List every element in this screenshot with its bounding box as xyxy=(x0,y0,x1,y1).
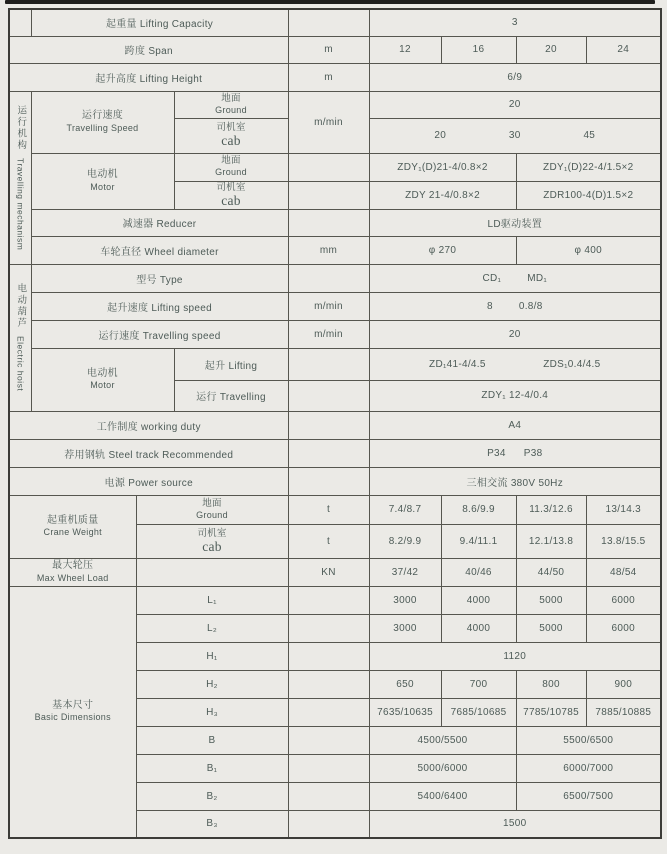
dim-b3-label: B₃ xyxy=(136,810,288,838)
capacity-unit xyxy=(288,9,369,36)
dim-l2-unit xyxy=(288,614,369,642)
wheel-diameter-label: 车轮直径 Wheel diameter xyxy=(31,236,288,264)
cab-zh: 司机室 xyxy=(216,181,246,193)
hoist-lifting-speed-unit: m/min xyxy=(288,292,369,320)
travel-motor-cab-sublabel xyxy=(174,181,288,209)
row-lifting-capacity xyxy=(9,9,661,36)
group-travelling-mechanism xyxy=(9,91,31,264)
dim-b2-label: B₂ xyxy=(136,782,288,810)
dim-l1-unit xyxy=(288,586,369,614)
crane-weight-label-zh: 起重机质量 xyxy=(47,514,99,526)
dim-h1-unit xyxy=(288,642,369,670)
page-top-edge xyxy=(5,0,655,4)
row-crane-weight-ground xyxy=(9,495,661,524)
max-wheel-load-spacer xyxy=(136,558,288,586)
cab-en: cab xyxy=(221,133,241,149)
group-electric-hoist xyxy=(9,264,31,411)
dim-b1-1: 5000/6000 xyxy=(369,754,516,782)
row-hoist-type xyxy=(9,264,661,292)
row-working-duty xyxy=(9,411,661,439)
power-source-label: 电源 Power source xyxy=(9,467,288,495)
dim-b-unit xyxy=(288,726,369,754)
dim-h3-3: 7785/10785 xyxy=(516,698,586,726)
row-hoist-travelling-speed xyxy=(9,320,661,348)
dim-h1-label: H₁ xyxy=(136,642,288,670)
max-wheel-load-unit: KN xyxy=(288,558,369,586)
row-lifting-height xyxy=(9,63,661,91)
span-value-12: 12 xyxy=(369,36,441,63)
ground-en: Ground xyxy=(196,509,228,520)
dim-l2-3: 5000 xyxy=(516,614,586,642)
hoist-type-md: MD₁ xyxy=(527,272,548,284)
group-electric-hoist-en: Electric hoist xyxy=(15,336,26,392)
dim-h2-3: 800 xyxy=(516,670,586,698)
working-duty-label: 工作制度 working duty xyxy=(9,411,288,439)
dim-l2-4: 6000 xyxy=(586,614,661,642)
steel-track-2: P38 xyxy=(523,447,543,459)
row-steel-track xyxy=(9,439,661,467)
cab-speed-2: 30 xyxy=(508,130,521,141)
cab-speed-1: 20 xyxy=(434,130,447,141)
dim-b2-1: 5400/6400 xyxy=(369,782,516,810)
cab-zh: 司机室 xyxy=(197,527,227,539)
dim-b1-label: B₁ xyxy=(136,754,288,782)
crane-weight-cab-3: 12.1/13.8 xyxy=(516,524,586,558)
basic-dimensions-label-zh: 基本尺寸 xyxy=(52,699,94,711)
reducer-label: 减速器 Reducer xyxy=(31,209,288,236)
ground-en: Ground xyxy=(215,104,247,115)
group-travelling-mechanism-en: Travelling mechanism xyxy=(15,157,26,251)
crane-weight-ground-2: 8.6/9.9 xyxy=(441,495,516,524)
height-unit: m xyxy=(288,63,369,91)
crane-spec-table xyxy=(8,8,662,839)
crane-weight-cab-2: 9.4/11.1 xyxy=(441,524,516,558)
hoist-travelling-speed-value: 20 xyxy=(369,320,661,348)
dim-b3-unit xyxy=(288,810,369,838)
hoist-type-values xyxy=(369,264,661,292)
travel-speed-ground-value: 20 xyxy=(369,91,661,118)
hoist-lifting-speed-1: 8 xyxy=(486,300,493,312)
dim-h1-value: 1120 xyxy=(369,642,661,670)
dim-h3-4: 7885/10885 xyxy=(586,698,661,726)
dim-h2-4: 900 xyxy=(586,670,661,698)
dim-l2-label: L₂ xyxy=(136,614,288,642)
hoist-type-label: 型号 Type xyxy=(31,264,288,292)
dim-h2-label: H₂ xyxy=(136,670,288,698)
row-hoist-motor-lifting xyxy=(9,348,661,380)
hoist-lifting-speed-values xyxy=(369,292,661,320)
travel-motor-ground-sublabel xyxy=(174,153,288,181)
travel-motor-label-zh: 电动机 xyxy=(87,169,118,181)
height-label: 起升高度 Lifting Height xyxy=(9,63,288,91)
hoist-motor-label-en: Motor xyxy=(90,380,115,391)
hoist-motor-travelling-unit xyxy=(288,380,369,411)
crane-weight-cab-unit: t xyxy=(288,524,369,558)
dim-l2-2: 4000 xyxy=(441,614,516,642)
hoist-type-unit xyxy=(288,264,369,292)
crane-weight-ground-4: 13/14.3 xyxy=(586,495,661,524)
height-value: 6/9 xyxy=(369,63,661,91)
hoist-lifting-speed-2: 0.8/8 xyxy=(518,300,543,312)
cab-en: cab xyxy=(221,192,241,208)
hoist-type-cd: CD₁ xyxy=(482,272,502,284)
travel-motor-cab-value-2: ZDR100-4(D)1.5×2 xyxy=(516,181,661,209)
travel-speed-label-zh: 运行速度 xyxy=(81,110,124,122)
crane-weight-ground-sublabel xyxy=(136,495,288,524)
row-travel-motor-ground xyxy=(9,153,661,181)
travel-speed-label-en: Travelling Speed xyxy=(66,122,139,133)
crane-weight-label xyxy=(9,495,136,558)
reducer-unit xyxy=(288,209,369,236)
steel-track-unit xyxy=(288,439,369,467)
dim-h2-unit xyxy=(288,670,369,698)
steel-track-1: P34 xyxy=(487,447,506,459)
row-power-source xyxy=(9,467,661,495)
dim-h3-2: 7685/10685 xyxy=(441,698,516,726)
working-duty-unit xyxy=(288,411,369,439)
basic-dimensions-label xyxy=(9,586,136,838)
dim-l1-1: 3000 xyxy=(369,586,441,614)
max-wheel-load-label xyxy=(9,558,136,586)
wheel-diameter-unit: mm xyxy=(288,236,369,264)
ground-en: Ground xyxy=(215,167,247,178)
hoist-travelling-speed-unit: m/min xyxy=(288,320,369,348)
ground-zh: 地面 xyxy=(221,92,241,104)
hoist-motor-travelling-value: ZDY₁ 12-4/0.4 xyxy=(369,380,661,411)
row-max-wheel-load xyxy=(9,558,661,586)
max-wheel-load-label-en: Max Wheel Load xyxy=(36,572,109,583)
max-wheel-load-3: 44/50 xyxy=(516,558,586,586)
travel-motor-label-en: Motor xyxy=(90,181,115,192)
max-wheel-load-4: 48/54 xyxy=(586,558,661,586)
hoist-motor-label xyxy=(31,348,174,411)
dim-h3-unit xyxy=(288,698,369,726)
hoist-motor-lifting-sublabel: 起升 Lifting xyxy=(174,348,288,380)
span-value-20: 20 xyxy=(516,36,586,63)
power-source-value: 三相交流 380V 50Hz xyxy=(369,467,661,495)
crane-weight-ground-unit: t xyxy=(288,495,369,524)
travel-motor-ground-unit xyxy=(288,153,369,181)
travel-speed-label xyxy=(31,91,174,153)
hoist-motor-lifting-1: ZD₁41-4/4.5 xyxy=(429,358,486,370)
dim-b-1: 4500/5500 xyxy=(369,726,516,754)
dim-b1-unit xyxy=(288,754,369,782)
dim-b-label: B xyxy=(136,726,288,754)
row-hoist-lifting-speed xyxy=(9,292,661,320)
hoist-lifting-speed-label: 起升速度 Lifting speed xyxy=(31,292,288,320)
group-travelling-mechanism-zh: 运行机构 xyxy=(15,104,27,151)
dim-b2-2: 6500/7500 xyxy=(516,782,661,810)
dim-b2-unit xyxy=(288,782,369,810)
crane-weight-cab-4: 13.8/15.5 xyxy=(586,524,661,558)
span-value-16: 16 xyxy=(441,36,516,63)
row-wheel-diameter xyxy=(9,236,661,264)
dim-h2-2: 700 xyxy=(441,670,516,698)
dim-b3-value: 1500 xyxy=(369,810,661,838)
travel-speed-cab-sublabel xyxy=(174,118,288,153)
max-wheel-load-label-zh: 最大轮压 xyxy=(52,560,94,572)
wheel-diameter-value-1: φ 270 xyxy=(369,236,516,264)
ground-zh: 地面 xyxy=(202,497,222,509)
max-wheel-load-1: 37/42 xyxy=(369,558,441,586)
hoist-motor-lifting-2: ZDS₁0.4/4.5 xyxy=(543,358,601,370)
row-span xyxy=(9,36,661,63)
span-value-24: 24 xyxy=(586,36,661,63)
crane-weight-label-en: Crane Weight xyxy=(43,527,102,538)
travel-motor-ground-value-2: ZDY₁(D)22-4/1.5×2 xyxy=(516,153,661,181)
hoist-motor-lifting-unit xyxy=(288,348,369,380)
hoist-travelling-speed-label: 运行速度 Travelling speed xyxy=(31,320,288,348)
dim-b1-2: 6000/7000 xyxy=(516,754,661,782)
crane-weight-cab-1: 8.2/9.9 xyxy=(369,524,441,558)
dim-h3-1: 7635/10635 xyxy=(369,698,441,726)
reducer-value: LD驱动装置 xyxy=(369,209,661,236)
cab-speed-3: 45 xyxy=(583,130,596,141)
wheel-diameter-value-2: φ 400 xyxy=(516,236,661,264)
span-unit: m xyxy=(288,36,369,63)
span-label: 跨度 Span xyxy=(9,36,288,63)
cab-en: cab xyxy=(202,538,222,554)
travel-motor-ground-value-1: ZDY₁(D)21-4/0.8×2 xyxy=(369,153,516,181)
row-reducer xyxy=(9,209,661,236)
dim-l1-3: 5000 xyxy=(516,586,586,614)
capacity-label: 起重量 Lifting Capacity xyxy=(31,9,288,36)
travel-motor-cab-unit xyxy=(288,181,369,209)
ground-zh: 地面 xyxy=(221,155,241,167)
travel-motor-cab-value-1: ZDY 21-4/0.8×2 xyxy=(369,181,516,209)
steel-track-values xyxy=(369,439,661,467)
dim-l1-2: 4000 xyxy=(441,586,516,614)
hoist-motor-label-zh: 电动机 xyxy=(87,367,118,379)
working-duty-value: A4 xyxy=(369,411,661,439)
crane-weight-ground-3: 11.3/12.6 xyxy=(516,495,586,524)
row-dim-l1 xyxy=(9,586,661,614)
dim-l2-1: 3000 xyxy=(369,614,441,642)
dim-l1-label: L₁ xyxy=(136,586,288,614)
dim-b-2: 5500/6500 xyxy=(516,726,661,754)
steel-track-label: 荐用钢轨 Steel track Recommended xyxy=(9,439,288,467)
group-electric-hoist-zh: 电动葫芦 xyxy=(15,283,27,330)
crane-weight-ground-1: 7.4/8.7 xyxy=(369,495,441,524)
power-source-unit xyxy=(288,467,369,495)
capacity-left-spacer xyxy=(9,9,31,36)
dim-h3-label: H₃ xyxy=(136,698,288,726)
travel-motor-label xyxy=(31,153,174,209)
crane-weight-cab-sublabel xyxy=(136,524,288,558)
travel-speed-unit: m/min xyxy=(288,91,369,153)
dim-l1-4: 6000 xyxy=(586,586,661,614)
dim-h2-1: 650 xyxy=(369,670,441,698)
row-travel-speed-ground xyxy=(9,91,661,118)
travel-speed-cab-values xyxy=(369,118,661,153)
basic-dimensions-label-en: Basic Dimensions xyxy=(34,712,111,723)
capacity-value: 3 xyxy=(369,9,661,36)
max-wheel-load-2: 40/46 xyxy=(441,558,516,586)
travel-speed-ground-sublabel xyxy=(174,91,288,118)
hoist-motor-lifting-values xyxy=(369,348,661,380)
hoist-motor-travelling-sublabel: 运行 Travelling xyxy=(174,380,288,411)
cab-zh: 司机室 xyxy=(216,122,246,134)
